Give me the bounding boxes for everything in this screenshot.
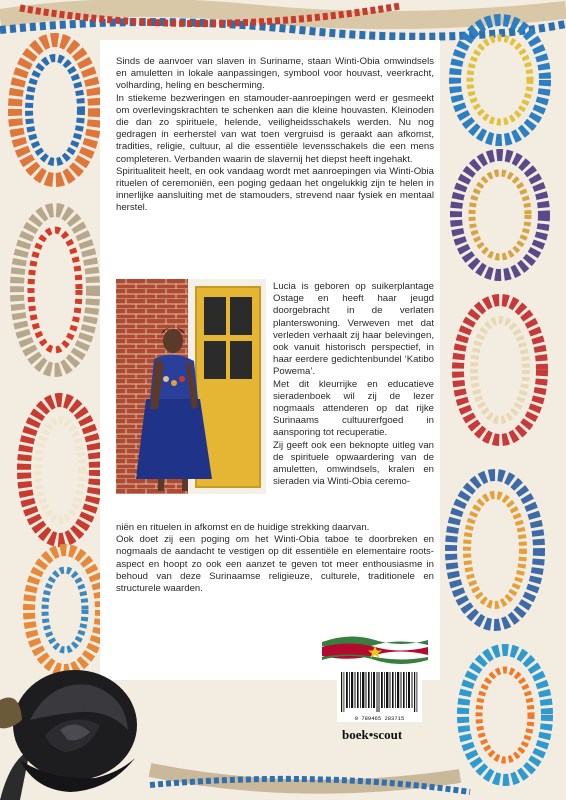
publisher-logo bbox=[342, 727, 402, 743]
author-bio bbox=[273, 281, 434, 488]
publisher-name-part1: boek bbox=[342, 727, 369, 742]
author-photo bbox=[116, 279, 266, 494]
isbn-barcode bbox=[337, 670, 422, 722]
bio-paragraph-3: Zij geeft ook een beknopte uitleg van de spirituele opwaardering van de amuletten, omwindsels, kralen en sieraden via Winti-Obia ceremo- bbox=[273, 439, 434, 488]
intro-text bbox=[116, 56, 434, 215]
isbn-number: 9 789465 283715 bbox=[354, 715, 405, 722]
bio-paragraph-1: Lucia is geboren op suikerplantage Ostage en heeft haar jeugd doorgebracht in de verlaten planterswoning. Verweven met dat verleden verhaalt zij haar belevingen, ook vanuit historisch perspectief, in haar eerdere gedichtenbundel ‘Katibo Powema’. bbox=[273, 281, 434, 378]
suriname-flag-ribbon bbox=[320, 632, 430, 666]
intro-paragraph-1: Sinds de aanvoer van slaven in Suriname, staan Winti-Obia omwindsels en amuletten in lokale aanpassingen, symbool voor houvast, veerkracht, volharding, heling en bescherming. bbox=[116, 56, 434, 92]
intro-paragraph-2: In stiekeme bezweringen en stamouder-aanroepingen werd er gesmeekt om overlevingskrachten te schenken aan die kleine houvasten. Kleinoden die dan zo spirituele, helende, veiligheidsschakels werden. Nu nog gedragen in eerherstel van wat toen vergruisd is geraakt aan afkomst, tradities, religie, cultuur, al die essentiële levensschakels die een mens completeren. Verbanden waarin de slavernij het diepst heeft ingehakt. bbox=[116, 92, 434, 165]
closing-paragraph-1: niën en rituelen in afkomst en de huidige strekking daarvan. bbox=[116, 522, 370, 533]
publisher-name-part2: scout bbox=[373, 727, 403, 742]
bio-paragraph-2: Met dit kleurrijke en educatieve sieradenboek wil zij de lezer nogmaals attenderen op dat rijke Surinaams cultuurerfgoed in aansporing tot recuperatie. bbox=[273, 378, 434, 439]
black-rose-illustration bbox=[0, 640, 150, 800]
closing-paragraph-2: Ook doet zij een poging om het Winti-Obia taboe te doorbreken en nogmaals de aandacht te vestigen op dit essentiële en elementaire roots-aspect en hoopt zo ook een aanzet te geven tot meer enthousiasme in behoud van deze Surinaamse religieuze, culturele, traditionele en structurele waarden. bbox=[116, 534, 434, 595]
intro-paragraph-3: Spiritualiteit heelt, en ook vandaag wordt met aanroepingen via Winti-Obia rituelen of ceremoniën, een poging gedaan het ongelukkig zijn te helen in innerlijke aansluiting met de stamouders, strevend naar fysiek en mentaal herstel. bbox=[116, 165, 434, 214]
closing-text bbox=[116, 522, 434, 595]
publisher-separator: • bbox=[368, 727, 374, 742]
